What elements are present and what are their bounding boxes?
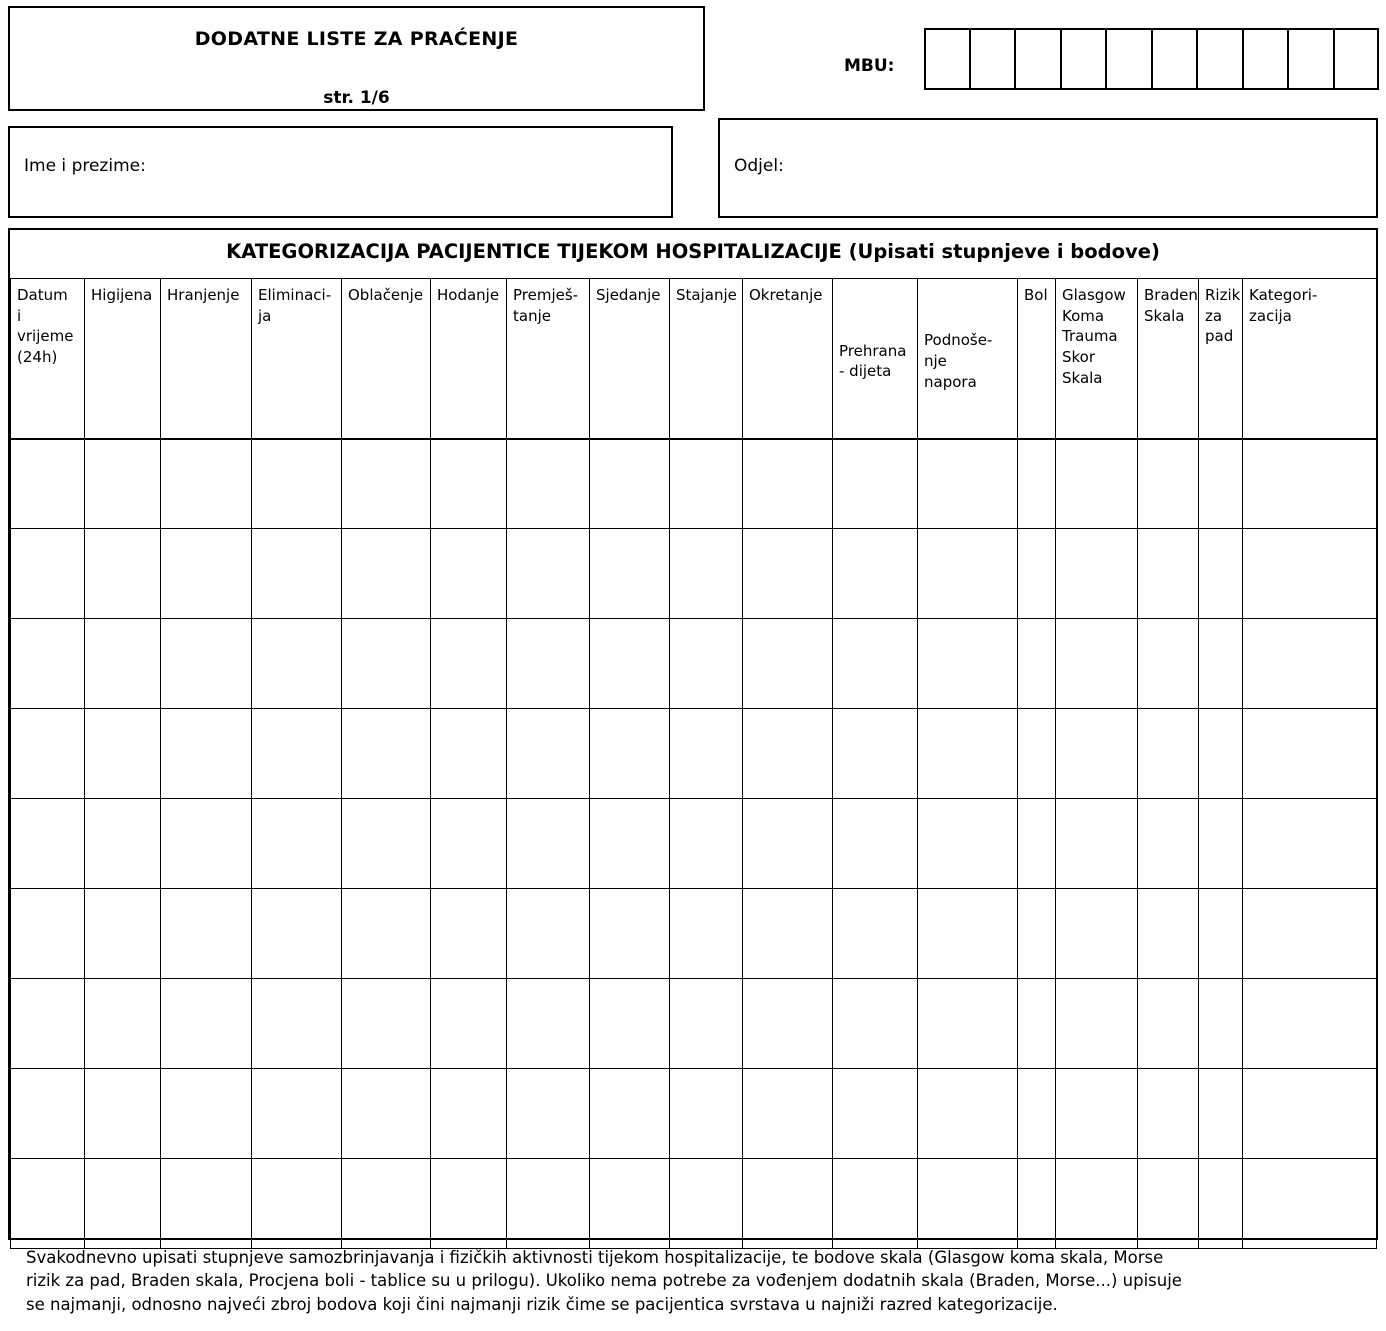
table-cell[interactable] [11, 619, 85, 709]
table-cell[interactable] [743, 709, 833, 799]
table-cell[interactable] [1199, 889, 1243, 979]
table-cell[interactable] [1056, 1159, 1138, 1249]
column-header-higijena: Higijena [85, 279, 161, 439]
table-cell[interactable] [1243, 619, 1377, 709]
table-cell[interactable] [1243, 1069, 1377, 1159]
table-cell[interactable] [85, 709, 161, 799]
table-cell[interactable] [507, 439, 590, 529]
table-cell[interactable] [431, 439, 507, 529]
table-cell[interactable] [670, 529, 743, 619]
table-cell[interactable] [1138, 979, 1199, 1069]
table-cell[interactable] [342, 529, 431, 619]
department-field[interactable] [718, 118, 1378, 218]
table-cell[interactable] [85, 889, 161, 979]
table-cell[interactable] [918, 529, 1018, 619]
table-cell[interactable] [670, 439, 743, 529]
table-cell[interactable] [161, 1069, 252, 1159]
department-label: Odjel: [734, 156, 784, 176]
table-cell[interactable] [431, 619, 507, 709]
table-cell[interactable] [590, 1069, 670, 1159]
table-cell[interactable] [161, 889, 252, 979]
table-cell[interactable] [918, 439, 1018, 529]
footer-line: se najmanji, odnosno najveći zbroj bodova koji čini najmanji rizik čime se pacijentica svrstava u najniži razred kategorizacije. [26, 1294, 1058, 1314]
table-cell[interactable] [1243, 529, 1377, 619]
table-row [11, 709, 1377, 799]
mbu-digit-cell[interactable] [1243, 28, 1289, 90]
table-cell[interactable] [590, 799, 670, 889]
table-cell[interactable] [507, 1069, 590, 1159]
table-cell[interactable] [918, 889, 1018, 979]
column-header-oblacenje: Oblačenje [342, 279, 431, 439]
table-cell[interactable] [833, 709, 918, 799]
table-row [11, 799, 1377, 889]
column-header-glasgow-koma-trauma-skor-skala: Glasgow Koma Trauma Skor Skala [1056, 279, 1138, 439]
column-header-bol: Bol [1018, 279, 1056, 439]
mbu-digit-cell[interactable] [1334, 28, 1380, 90]
table-cell[interactable] [431, 1159, 507, 1249]
table-cell[interactable] [11, 1069, 85, 1159]
table-cell[interactable] [507, 529, 590, 619]
table-cell[interactable] [431, 529, 507, 619]
table-cell[interactable] [1199, 619, 1243, 709]
table-cell[interactable] [590, 439, 670, 529]
table-cell[interactable] [252, 439, 342, 529]
table-cell[interactable] [833, 439, 918, 529]
table-cell[interactable] [161, 979, 252, 1069]
table-cell[interactable] [1018, 799, 1056, 889]
table-cell[interactable] [670, 1069, 743, 1159]
table-cell[interactable] [252, 1159, 342, 1249]
table-cell[interactable] [743, 889, 833, 979]
table-cell[interactable] [161, 529, 252, 619]
table-cell[interactable] [1138, 619, 1199, 709]
column-header-podnosenje-napora: Podnoše- nje napora [918, 279, 1018, 439]
table-body [11, 439, 1377, 1249]
table-cell[interactable] [161, 709, 252, 799]
page-number: str. 1/6 [323, 88, 390, 108]
table-cell[interactable] [252, 799, 342, 889]
table-cell[interactable] [1138, 439, 1199, 529]
table-cell[interactable] [342, 709, 431, 799]
column-header-eliminacija: Eliminaci- ja [252, 279, 342, 439]
table-cell[interactable] [743, 619, 833, 709]
mbu-digit-cell[interactable] [924, 28, 970, 90]
mbu-digit-cell[interactable] [1106, 28, 1152, 90]
table-cell[interactable] [670, 979, 743, 1069]
mbu-label: MBU: [844, 56, 895, 76]
table-cell[interactable] [507, 979, 590, 1069]
table-cell[interactable] [743, 979, 833, 1069]
table-cell[interactable] [1018, 1069, 1056, 1159]
table-cell[interactable] [918, 1159, 1018, 1249]
table-cell[interactable] [252, 619, 342, 709]
table-cell[interactable] [85, 619, 161, 709]
table-cell[interactable] [507, 799, 590, 889]
table-cell[interactable] [342, 1069, 431, 1159]
mbu-digit-cell[interactable] [1197, 28, 1243, 90]
table-cell[interactable] [1199, 529, 1243, 619]
table-cell[interactable] [11, 799, 85, 889]
table-cell[interactable] [1243, 799, 1377, 889]
table-cell[interactable] [833, 889, 918, 979]
table-cell[interactable] [1138, 529, 1199, 619]
table-cell[interactable] [342, 889, 431, 979]
table-cell[interactable] [1018, 889, 1056, 979]
column-header-rizik-za-pad: Rizik za pad [1199, 279, 1243, 439]
table-cell[interactable] [11, 529, 85, 619]
table-row [11, 1159, 1377, 1249]
table-cell[interactable] [161, 1159, 252, 1249]
table-cell[interactable] [590, 619, 670, 709]
table-cell[interactable] [1243, 979, 1377, 1069]
table-cell[interactable] [431, 709, 507, 799]
table-cell[interactable] [833, 1069, 918, 1159]
table-cell[interactable] [1018, 979, 1056, 1069]
table-cell[interactable] [85, 1069, 161, 1159]
footer-line: rizik za pad, Braden skala, Procjena boli - tablice su u prilogu). Ukoliko nema potrebe za vođenjem dodatnih skala (Braden, Morse...) upisuje [26, 1271, 1182, 1291]
table-cell[interactable] [252, 889, 342, 979]
table-cell[interactable] [670, 799, 743, 889]
table-cell[interactable] [342, 1159, 431, 1249]
table-cell[interactable] [1056, 979, 1138, 1069]
table-cell[interactable] [743, 1159, 833, 1249]
table-header-row [11, 279, 1377, 439]
table-cell[interactable] [833, 979, 918, 1069]
column-header-prehrana-dijeta: Prehrana - dijeta [833, 279, 918, 439]
table-row [11, 529, 1377, 619]
table-cell[interactable] [342, 979, 431, 1069]
table-row [11, 439, 1377, 529]
table-cell[interactable] [1138, 1069, 1199, 1159]
table-cell[interactable] [918, 799, 1018, 889]
table-cell[interactable] [670, 889, 743, 979]
table-cell[interactable] [507, 1159, 590, 1249]
categorization-table [10, 278, 1377, 1249]
table-cell[interactable] [431, 799, 507, 889]
table-row [11, 619, 1377, 709]
patient-name-field[interactable] [8, 126, 673, 218]
table-cell[interactable] [1138, 1159, 1199, 1249]
table-cell[interactable] [11, 439, 85, 529]
table-cell[interactable] [85, 979, 161, 1069]
section-title: KATEGORIZACIJA PACIJENTICE TIJEKOM HOSPITALIZACIJE (Upisati stupnjeve i bodove) [226, 240, 1160, 263]
table-cell[interactable] [1138, 799, 1199, 889]
table-cell[interactable] [743, 799, 833, 889]
table-cell[interactable] [1138, 889, 1199, 979]
table-cell[interactable] [1018, 619, 1056, 709]
table-cell[interactable] [507, 709, 590, 799]
table-cell[interactable] [431, 1069, 507, 1159]
table-cell[interactable] [1243, 709, 1377, 799]
table-cell[interactable] [431, 979, 507, 1069]
table-cell[interactable] [1056, 709, 1138, 799]
table-cell[interactable] [833, 1159, 918, 1249]
table-cell[interactable] [670, 709, 743, 799]
table-cell[interactable] [161, 799, 252, 889]
table-cell[interactable] [11, 1159, 85, 1249]
table-cell[interactable] [11, 709, 85, 799]
column-header-datum-vrijeme: Datum i vrijeme (24h) [11, 279, 85, 439]
table-cell[interactable] [85, 1159, 161, 1249]
table-cell[interactable] [590, 1159, 670, 1249]
table-row [11, 889, 1377, 979]
column-header-kategorizacija: Kategori- zacija [1243, 279, 1377, 439]
mbu-input-grid[interactable] [924, 28, 1379, 90]
table-cell[interactable] [161, 619, 252, 709]
table-cell[interactable] [11, 979, 85, 1069]
column-header-braden-skala: Braden Skala [1138, 279, 1199, 439]
table-cell[interactable] [1018, 1159, 1056, 1249]
table-cell[interactable] [590, 529, 670, 619]
table-cell[interactable] [918, 1069, 1018, 1159]
table-cell[interactable] [1199, 1159, 1243, 1249]
header-area [8, 6, 1378, 111]
table-cell[interactable] [743, 529, 833, 619]
column-header-stajanje: Stajanje [670, 279, 743, 439]
table-cell[interactable] [252, 709, 342, 799]
table-cell[interactable] [590, 889, 670, 979]
table-cell[interactable] [252, 529, 342, 619]
table-cell[interactable] [1243, 889, 1377, 979]
table-cell[interactable] [342, 619, 431, 709]
table-cell[interactable] [11, 889, 85, 979]
patient-name-label: Ime i prezime: [24, 156, 146, 176]
table-cell[interactable] [1018, 439, 1056, 529]
table-cell[interactable] [590, 709, 670, 799]
table-row [11, 1069, 1377, 1159]
document-title-box [8, 6, 705, 111]
table-cell[interactable] [85, 799, 161, 889]
table-cell[interactable] [1056, 439, 1138, 529]
table-cell[interactable] [1199, 799, 1243, 889]
column-header-sjedanje: Sjedanje [590, 279, 670, 439]
table-cell[interactable] [507, 619, 590, 709]
mbu-digit-cell[interactable] [1288, 28, 1334, 90]
table-cell[interactable] [1199, 979, 1243, 1069]
table-cell[interactable] [85, 529, 161, 619]
mbu-digit-cell[interactable] [970, 28, 1016, 90]
document-title: DODATNE LISTE ZA PRAĆENJE [194, 28, 519, 50]
table-cell[interactable] [743, 1069, 833, 1159]
table-cell[interactable] [670, 1159, 743, 1249]
table-cell[interactable] [590, 979, 670, 1069]
mbu-digit-cell[interactable] [1061, 28, 1107, 90]
table-cell[interactable] [85, 439, 161, 529]
mbu-digit-cell[interactable] [1152, 28, 1198, 90]
table-cell[interactable] [1018, 709, 1056, 799]
column-header-hodanje: Hodanje [431, 279, 507, 439]
table-cell[interactable] [918, 709, 1018, 799]
table-cell[interactable] [743, 439, 833, 529]
table-cell[interactable] [507, 889, 590, 979]
table-cell[interactable] [1018, 529, 1056, 619]
table-row [11, 979, 1377, 1069]
table-cell[interactable] [833, 799, 918, 889]
table-cell[interactable] [670, 619, 743, 709]
table-cell[interactable] [1138, 709, 1199, 799]
table-cell[interactable] [1056, 889, 1138, 979]
footer-instructions [26, 1246, 1366, 1316]
mbu-digit-cell[interactable] [1015, 28, 1061, 90]
footer-line: Svakodnevno upisati stupnjeve samozbrinjavanja i fizičkih aktivnosti tijekom hospitalizacije, te bodove skala (Glasgow koma skala, Morse [26, 1248, 1164, 1267]
table-cell[interactable] [1199, 439, 1243, 529]
table-cell[interactable] [1243, 1159, 1377, 1249]
table-cell[interactable] [1199, 1069, 1243, 1159]
column-header-premjestanje: Premješ- tanje [507, 279, 590, 439]
categorization-section [8, 228, 1378, 1240]
table-cell[interactable] [833, 619, 918, 709]
table-cell[interactable] [252, 1069, 342, 1159]
table-cell[interactable] [1199, 709, 1243, 799]
table-cell[interactable] [918, 619, 1018, 709]
table-cell[interactable] [1243, 439, 1377, 529]
table-cell[interactable] [833, 529, 918, 619]
table-cell[interactable] [161, 439, 252, 529]
table-cell[interactable] [1056, 619, 1138, 709]
table-cell[interactable] [918, 979, 1018, 1069]
table-cell[interactable] [1056, 799, 1138, 889]
column-header-okretanje: Okretanje [743, 279, 833, 439]
table-cell[interactable] [1056, 529, 1138, 619]
column-header-hranjenje: Hranjenje [161, 279, 252, 439]
table-cell[interactable] [342, 439, 431, 529]
table-cell[interactable] [342, 799, 431, 889]
table-cell[interactable] [431, 889, 507, 979]
table-cell[interactable] [1056, 1069, 1138, 1159]
table-cell[interactable] [252, 979, 342, 1069]
